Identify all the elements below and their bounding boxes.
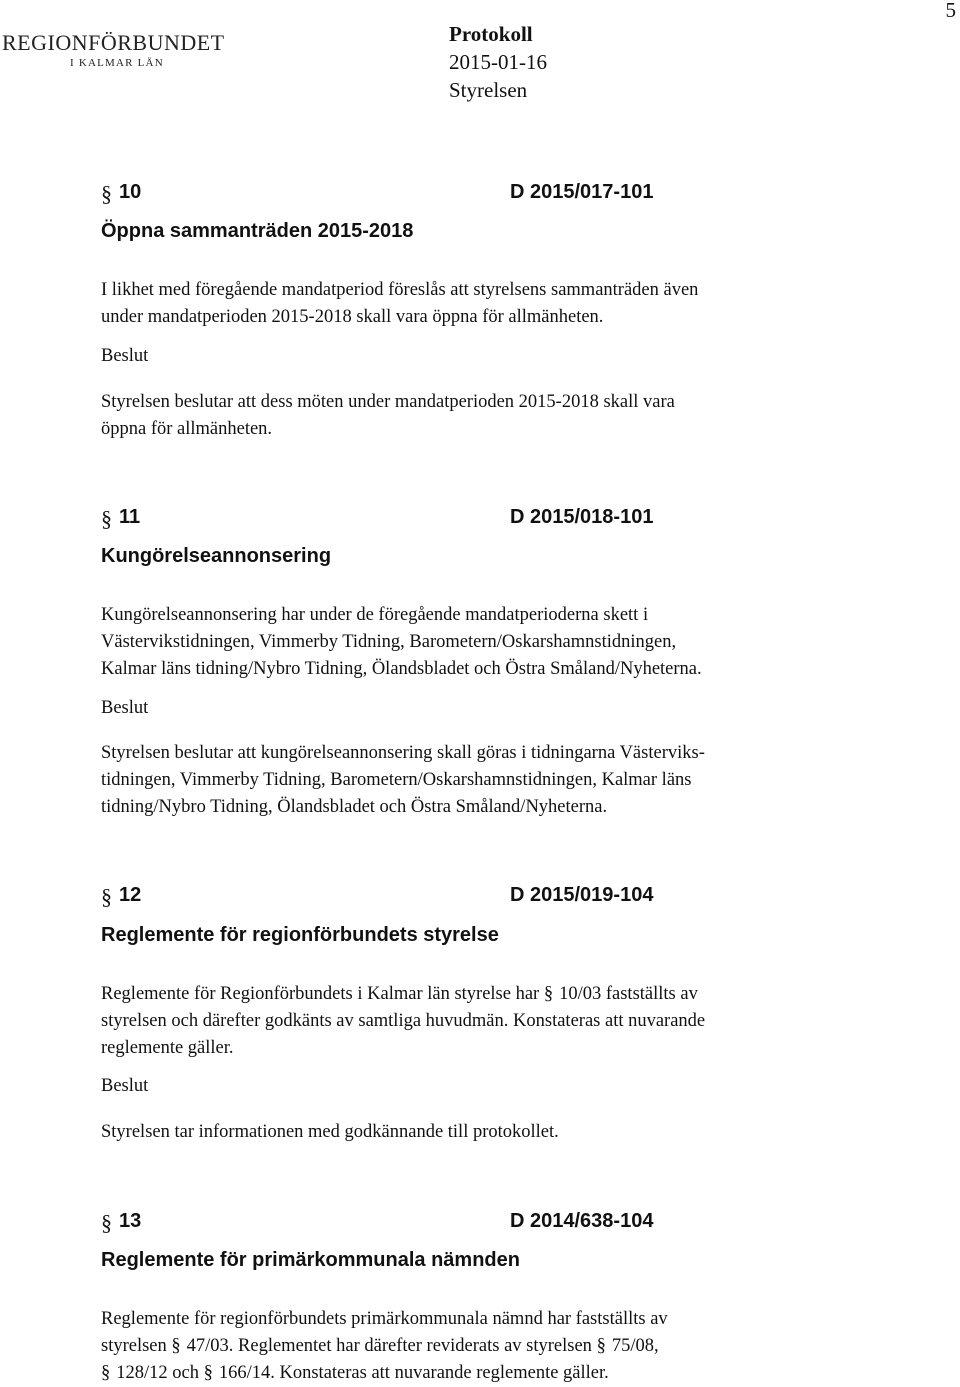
body-line: styrelsen och därefter godkänts av samtliga huvudmän. Konstateras att nuvarande: [101, 1011, 706, 1031]
document-header: [449, 20, 547, 104]
section-number: 10: [119, 181, 142, 203]
beslut-label: Beslut: [101, 1076, 149, 1096]
body-line: Kalmar läns tidning/Nybro Tidning, Ölandsbladet och Östra Småland/Nyheterna.: [101, 659, 702, 679]
section-header: [101, 506, 801, 536]
meeting-body: Styrelsen: [449, 78, 528, 102]
body-line: I likhet med föregående mandatperiod föreslås att styrelsens sammanträden även: [101, 280, 699, 300]
section-title: Öppna sammanträden 2015-2018: [101, 220, 414, 242]
section-body: [101, 602, 841, 683]
body-text: . Reglementet har därefter reviderats av styrelsen: [228, 1336, 597, 1356]
section-header: [101, 1210, 801, 1240]
section-number: 12: [119, 884, 142, 906]
body-line: Västervikstidningen, Vimmerby Tidning, Barometern/Oskarshamnstidningen,: [101, 632, 677, 652]
body-line: Reglemente för regionförbundets primärkommunala nämnd har fastställts av: [101, 1309, 668, 1329]
diary-number: D 2015/019-104: [510, 884, 654, 906]
section-title: Kungörelseannonsering: [101, 545, 332, 567]
body-text: fastställts av: [601, 984, 698, 1004]
paragraph-symbol: §: [171, 1336, 181, 1356]
paragraph-reference: 75/08,: [611, 1336, 659, 1356]
section-body: [101, 277, 841, 331]
body-line: reglemente gäller.: [101, 1038, 234, 1058]
diary-number: D 2015/018-101: [510, 506, 654, 528]
paragraph-reference: 166/14: [218, 1363, 271, 1383]
section-number: 11: [119, 506, 141, 528]
logo-name: REGIONFÖRBUNDET: [2, 30, 225, 55]
paragraph-reference: 128/12: [116, 1363, 168, 1383]
section-title: Reglemente för primärkommunala nämnden: [101, 1249, 520, 1271]
body-line: Kungörelseannonsering har under de föregående mandatperioderna skett i: [101, 605, 649, 625]
paragraph-symbol: §: [101, 884, 112, 909]
decision-text: [101, 389, 841, 443]
body-line: [101, 1333, 841, 1360]
body-text: styrelsen: [101, 1336, 172, 1356]
body-line: under mandatperioden 2015-2018 skall vara öppna för allmänheten.: [101, 307, 604, 327]
meeting-date: 2015-01-16: [449, 50, 547, 74]
section-body: [101, 1306, 841, 1387]
decision-text: [101, 1119, 841, 1146]
paragraph-symbol: §: [203, 1363, 213, 1383]
decision-line: Styrelsen beslutar att dess möten under mandatperioden 2015-2018 skall vara: [101, 392, 675, 412]
beslut-label: Beslut: [101, 698, 149, 718]
paragraph-symbol: §: [101, 181, 112, 206]
diary-number: D 2014/638-104: [510, 1210, 654, 1232]
decision-line: tidning/Nybro Tidning, Ölandsbladet och Östra Småland/Nyheterna.: [101, 797, 608, 817]
paragraph-symbol: §: [543, 984, 554, 1004]
section-title: Reglemente för regionförbundets styrelse: [101, 924, 499, 946]
body-line: [101, 981, 841, 1008]
section-body: [101, 981, 841, 1062]
body-text: Reglemente för Regionförbundets i Kalmar län styrelse har: [101, 984, 544, 1004]
body-text: och: [167, 1363, 204, 1383]
paragraph-symbol: §: [596, 1336, 606, 1356]
paragraph-reference: 10/03: [559, 984, 602, 1004]
section-number: 13: [119, 1210, 142, 1232]
decision-text: [101, 740, 841, 821]
section-header: [101, 181, 801, 211]
logo-subtitle: I KALMAR LÄN: [70, 57, 164, 69]
decision-line: Styrelsen beslutar att kungörelseannonsering skall göras i tidningarna Västerviks-: [101, 743, 705, 763]
section-header: [101, 884, 801, 914]
document-type: Protokoll: [449, 22, 533, 46]
paragraph-symbol: §: [101, 1210, 112, 1235]
paragraph-symbol: §: [101, 506, 112, 531]
decision-line: öppna för allmänheten.: [101, 419, 273, 439]
regionforbundet-logo: [2, 28, 234, 70]
body-text: . Konstateras att nuvarande reglemente gäller.: [270, 1363, 609, 1383]
beslut-label: Beslut: [101, 346, 149, 366]
page-number: 5: [945, 0, 956, 22]
decision-line: Styrelsen tar informationen med godkännande till protokollet.: [101, 1122, 559, 1142]
paragraph-reference: 47/03: [186, 1336, 229, 1356]
paragraph-symbol: §: [101, 1363, 111, 1383]
diary-number: D 2015/017-101: [510, 181, 654, 203]
body-line: [101, 1360, 841, 1387]
decision-line: tidningen, Vimmerby Tidning, Barometern/Oskarshamnstidningen, Kalmar läns: [101, 770, 692, 790]
